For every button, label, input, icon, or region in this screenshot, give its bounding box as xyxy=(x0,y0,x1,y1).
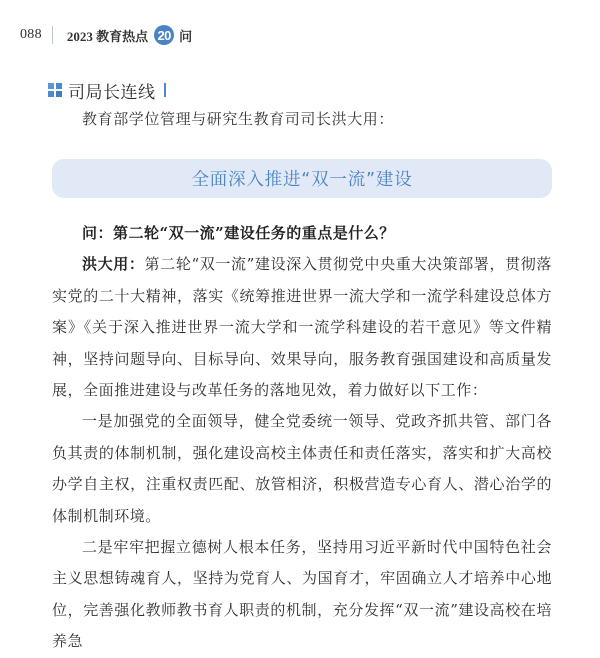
book-title-suffix: 问 xyxy=(179,28,193,44)
number-badge: 20 xyxy=(154,25,174,45)
grid-icon xyxy=(48,83,62,97)
answer-paragraph-2: 一是加强党的全面领导，健全党委统一领导、党政齐抓共管、部门各负其责的体制机制，强化建设高校主体责任和责任落实，落实和扩大高校办学自主权，注重权责匹配、放管相济，积极营造专心育人、潜心治学的体制机制环境。 xyxy=(52,412,552,525)
header-divider xyxy=(52,26,53,44)
topic-title: 全面深入推进“双一流”建设 xyxy=(191,170,413,190)
page-number: 088 xyxy=(20,27,42,42)
section-title: 司局长连线 xyxy=(68,82,156,103)
topic-banner xyxy=(52,159,552,198)
running-header xyxy=(20,24,192,46)
answer-paragraph-1 xyxy=(52,249,552,406)
speaker-name: 洪大用： xyxy=(82,255,145,274)
article-body xyxy=(52,218,552,658)
book-title: 2023 教育热点 xyxy=(66,28,149,44)
section-heading xyxy=(48,79,166,101)
answer-paragraph-1-text: 第二轮“双一流”建设深入贯彻党中央重大决策部署，贯彻落实党的二十大精神，落实《统筹推进世界一流大学和一流学科建设总体方案》《关于深入推进世界一流大学和一流学科建设的若干意见》等文件精神，坚持问题导向、目标导向、效果导向，服务教育强国建设和高质量发展，全面推进建设与改革任务的落地见效，着力做好以下工作： xyxy=(52,255,552,400)
question: 问：第二轮“双一流”建设任务的重点是什么？ xyxy=(82,224,395,242)
section-title-bar xyxy=(164,83,166,97)
answer-paragraph-3: 二是牢牢把握立德树人根本任务，坚持用习近平新时代中国特色社会主义思想铸魂育人，坚持为党育人、为国育才，牢固确立人才培养中心地位，完善强化教师教书育人职责的机制，充分发挥“双一流”建设高校在培养急 xyxy=(52,538,552,651)
section-intro: 教育部学位管理与研究生教育司司长洪大用： xyxy=(82,110,395,128)
